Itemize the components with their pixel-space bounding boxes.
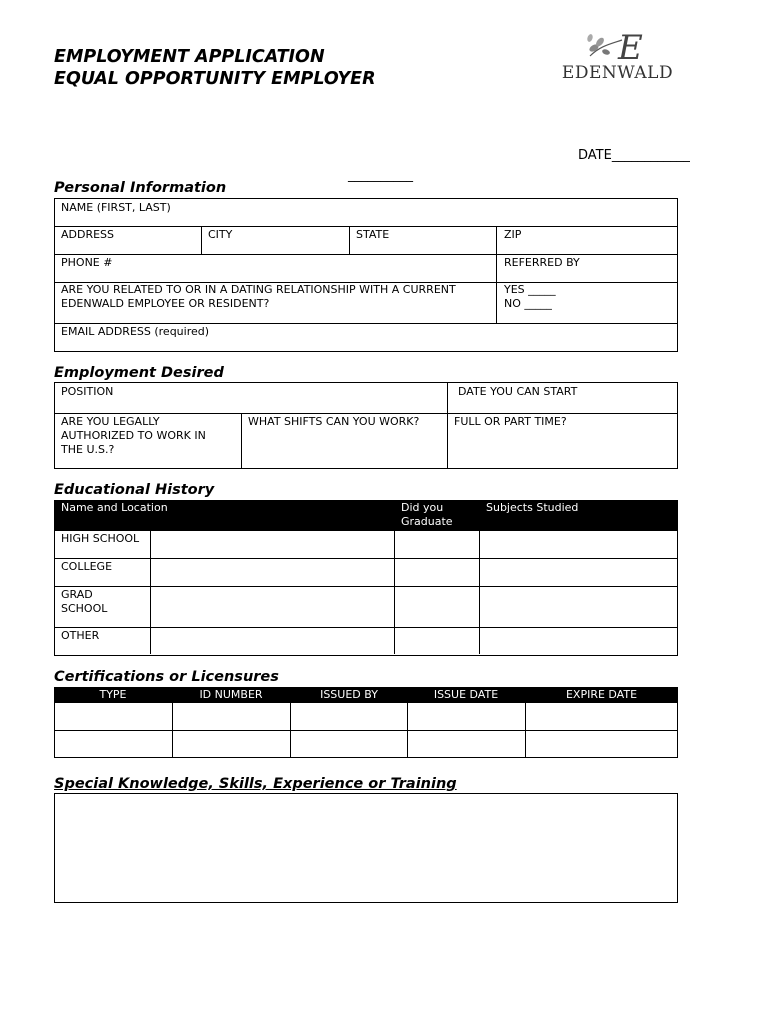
referred-by-field[interactable]: REFERRED BY (504, 256, 580, 269)
address-field[interactable]: ADDRESS (61, 228, 115, 241)
state-field[interactable]: STATE (356, 228, 390, 241)
logo-text: EDENWALD (561, 63, 674, 83)
title-line-1: EMPLOYMENT APPLICATION (54, 47, 325, 67)
col-graduate-line-2: Graduate (401, 515, 453, 528)
col-type: TYPE (99, 688, 127, 701)
legal-authorization-line-2: AUTHORIZED TO WORK IN (61, 429, 206, 442)
personal-info-table (54, 198, 678, 352)
related-question-line-1: ARE YOU RELATED TO OR IN A DATING RELATIONSHIP WITH A CURRENT (61, 283, 456, 296)
page-title (54, 46, 376, 90)
zip-field[interactable]: ZIP (504, 228, 522, 241)
col-name-location: Name and Location (61, 501, 168, 514)
high-school-name-input[interactable] (151, 530, 394, 558)
col-graduate (401, 501, 453, 529)
special-knowledge-textarea[interactable] (54, 793, 678, 903)
education-heading: Educational History (54, 482, 215, 498)
col-graduate-line-1: Did you (401, 501, 444, 514)
name-field[interactable]: NAME (FIRST, LAST) (61, 201, 171, 214)
employment-desired-table (54, 382, 678, 469)
grad-school-line-1: GRAD (61, 588, 93, 601)
start-date-field[interactable]: DATE YOU CAN START (458, 385, 578, 398)
yes-option[interactable]: YES _____ (504, 283, 556, 296)
related-answer[interactable] (504, 283, 556, 311)
other-row: OTHER (61, 629, 100, 642)
education-header-bar (54, 500, 678, 531)
related-question (61, 283, 456, 311)
other-name-input[interactable] (151, 628, 394, 654)
title-line-2: EQUAL OPPORTUNITY EMPLOYER (54, 69, 376, 89)
grad-school-line-2: SCHOOL (61, 602, 108, 615)
personal-info-heading: Personal Information (54, 180, 227, 196)
shifts-field[interactable]: WHAT SHIFTS CAN YOU WORK? (248, 415, 420, 428)
col-id-number: ID NUMBER (199, 688, 263, 701)
legal-authorization-line-1: ARE YOU LEGALLY (61, 415, 160, 428)
education-table (54, 530, 678, 656)
date-field[interactable]: DATE____________ (578, 148, 690, 163)
city-field[interactable]: CITY (208, 228, 233, 241)
high-school-row: HIGH SCHOOL (61, 532, 140, 545)
grad-school-row (61, 588, 107, 616)
grad-school-name-input[interactable] (151, 587, 394, 627)
no-option[interactable]: NO _____ (504, 297, 552, 310)
certifications-heading: Certifications or Licensures (54, 669, 279, 685)
col-issued-by: ISSUED BY (320, 688, 378, 701)
related-question-line-2: EDENWALD EMPLOYEE OR RESIDENT? (61, 297, 270, 310)
position-field[interactable]: POSITION (61, 385, 114, 398)
leaf-emblem-icon (560, 26, 675, 66)
logo-initial: E (618, 28, 643, 66)
employment-desired-heading: Employment Desired (54, 365, 224, 381)
col-subjects: Subjects Studied (486, 501, 579, 514)
edenwald-logo (560, 26, 675, 86)
col-expire-date: EXPIRE DATE (565, 688, 638, 701)
legal-authorization-line-3: THE U.S.? (61, 443, 115, 456)
cert-type-input-2[interactable] (55, 731, 172, 757)
certifications-table (54, 702, 678, 758)
legal-authorization-field[interactable] (61, 415, 206, 457)
full-part-time-field[interactable]: FULL OR PART TIME? (454, 415, 567, 428)
email-field[interactable]: EMAIL ADDRESS (required) (61, 325, 210, 338)
col-issue-date: ISSUE DATE (433, 688, 499, 701)
special-knowledge-heading: Special Knowledge, Skills, Experience or Training (54, 776, 457, 792)
college-name-input[interactable] (151, 559, 394, 586)
college-row: COLLEGE (61, 560, 113, 573)
phone-field[interactable]: PHONE # (61, 256, 113, 269)
cert-type-input-1[interactable] (55, 703, 172, 730)
date-line-continued: __________ (348, 168, 413, 183)
certifications-header-bar (54, 687, 678, 703)
